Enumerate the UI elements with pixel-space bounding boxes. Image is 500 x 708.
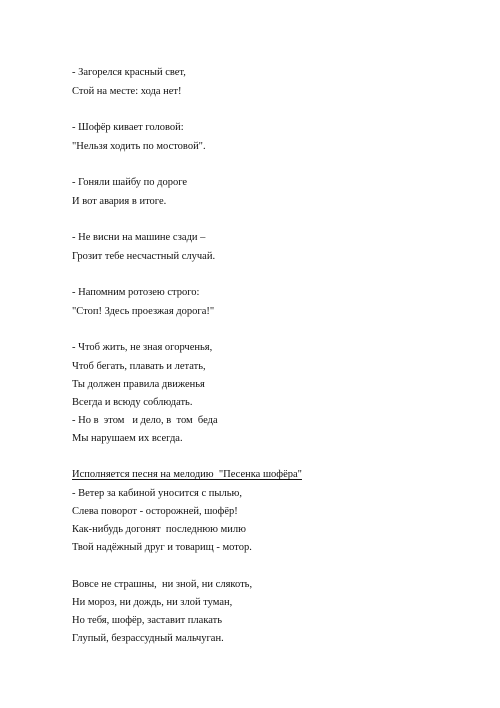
text-line: "Стоп! Здесь проезжая дорога!"	[72, 306, 215, 317]
text-line: Слева поворот - осторожней, шофёр!	[72, 506, 238, 517]
text-line: - Напомним ротозею строго:	[72, 287, 200, 298]
text-line: - Шофёр кивает головой:	[72, 122, 184, 133]
text-line: Всегда и всюду соблюдать.	[72, 397, 193, 408]
text-line: Глупый, безрассудный мальчуган.	[72, 633, 224, 644]
text-line: - Чтоб жить, не зная огорченья,	[72, 342, 213, 353]
song-heading: Исполняется песня на мелодию "Песенка шофёра"	[72, 469, 302, 480]
text-line: И вот авария в итоге.	[72, 196, 167, 207]
text-line: Мы нарушаем их всегда.	[72, 433, 183, 444]
text-line: Твой надёжный друг и товарищ - мотор.	[72, 542, 252, 553]
text-line: Но тебя, шофёр, заставит плакать	[72, 615, 223, 626]
text-line: - Но в этом и дело, в том беда	[72, 415, 218, 426]
text-line: Стой на месте: хода нет!	[72, 86, 182, 97]
text-line: Ты должен правила движенья	[72, 379, 205, 390]
text-line: - Ветер за кабиной уносится с пылью,	[72, 488, 242, 499]
text-line: Ни мороз, ни дождь, ни злой туман,	[72, 597, 233, 608]
text-line: Грозит тебе несчастный случай.	[72, 251, 216, 262]
text-line: "Нельзя ходить по мостовой".	[72, 141, 206, 152]
text-line: - Не висни на машине сзади –	[72, 232, 206, 243]
text-line: - Загорелся красный свет,	[72, 67, 186, 78]
text-line: - Гоняли шайбу по дороге	[72, 177, 188, 188]
text-line: Как-нибудь догонят последнюю милю	[72, 524, 246, 535]
text-line: Чтоб бегать, плавать и летать,	[72, 361, 206, 372]
text-line: Вовсе не страшны, ни зной, ни слякоть,	[72, 579, 253, 590]
